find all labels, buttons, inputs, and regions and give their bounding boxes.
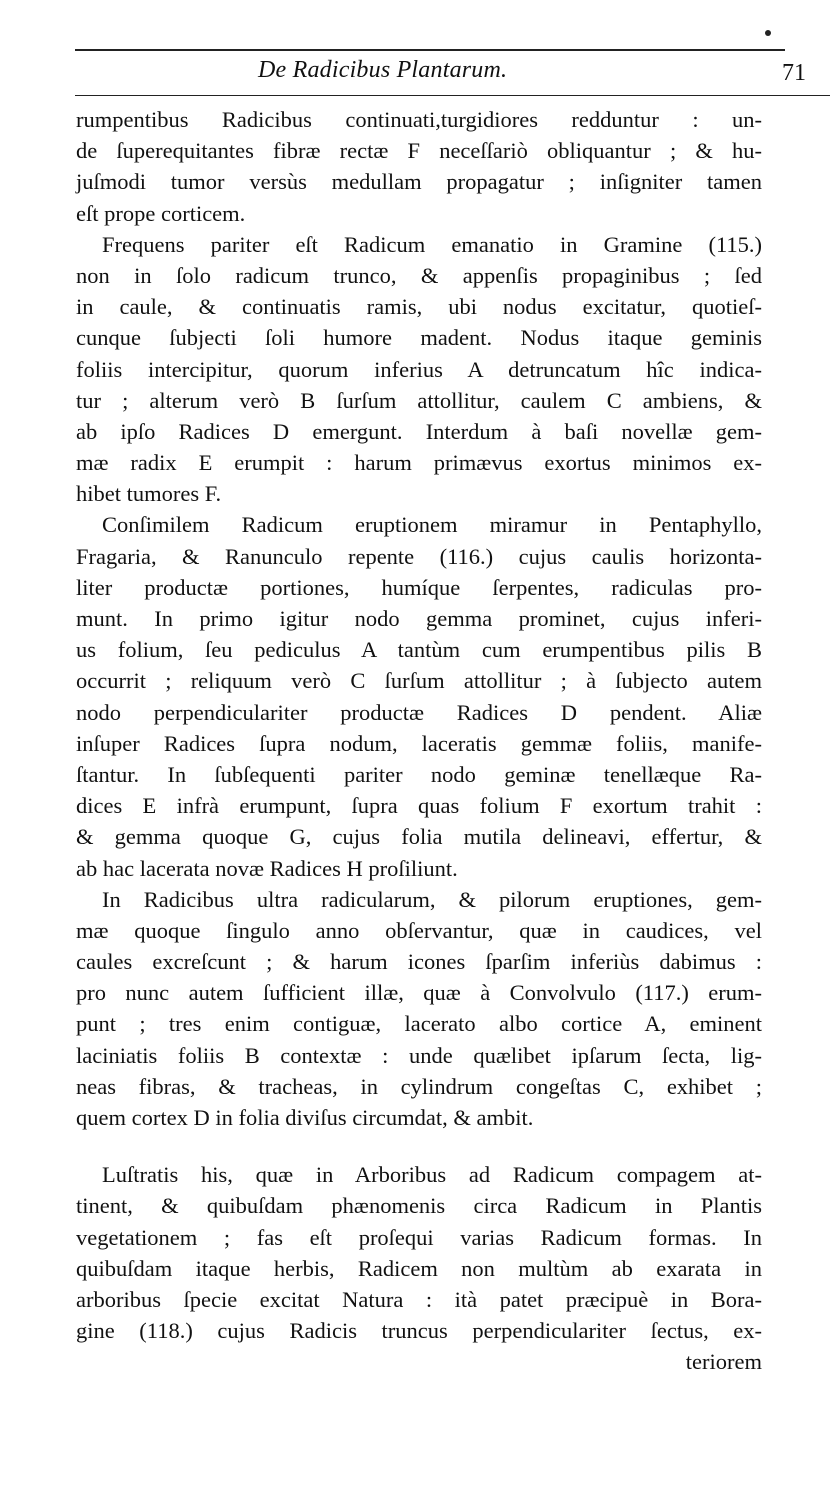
- text-line: non in ſolo radicum trunco, & appenſis propaginibus ; ſed: [76, 262, 762, 288]
- text-line: ſtantur. In ſubſequenti pariter nodo geminæ tenellæque Ra-: [76, 761, 762, 787]
- header-rule: [75, 95, 830, 96]
- ink-dot: [765, 30, 771, 36]
- text-line: vegetationem ; fas eſt proſequi varias Radicum formas. In: [76, 1224, 762, 1250]
- text-line: us folium, ſeu pediculus A tantùm cum erumpentibus pilis B: [76, 637, 762, 663]
- text-line: nodo perpendiculariter productæ Radices D pendent. Aliæ: [76, 699, 762, 725]
- top-rule: [75, 49, 785, 51]
- text-line: caules excreſcunt ; & harum icones ſparſim inferiùs dabimus :: [76, 949, 762, 975]
- text-line: Conſimilem Radicum eruptionem miramur in Pentaphyllo,: [102, 512, 762, 538]
- text-line: mæ quoque ſingulo anno obſervantur, quæ in caudices, vel: [76, 917, 762, 943]
- text-line: liter productæ portiones, humíque ſerpentes, radiculas pro-: [76, 574, 762, 600]
- text-line: mæ radix E erumpit : harum primævus exortus minimos ex-: [76, 450, 762, 476]
- text-line: ab hac lacerata novæ Radices H proſiliunt.: [76, 855, 458, 881]
- text-line: quem cortex D in folia diviſus circumdat, & ambit.: [76, 1105, 534, 1130]
- text-line: dices E infrà erumpunt, ſupra quas folium F exortum trahit :: [76, 793, 762, 819]
- page-number: 71: [782, 60, 806, 86]
- section-gap: [76, 1133, 762, 1159]
- text-line: cunque ſubjecti ſoli humore madent. Nodus itaque geminis: [76, 325, 762, 351]
- text-line: juſmodi tumor versùs medullam propagatur ; inſigniter tamen: [76, 169, 762, 195]
- text-line: neas fibras, & tracheas, in cylindrum congeſtas C, exhibet ;: [76, 1073, 762, 1099]
- text-line: eſt prope corticem.: [76, 200, 246, 226]
- text-line: rumpentibus Radicibus continuati,turgidiores redduntur : un-: [76, 107, 762, 132]
- text-line: arboribus ſpecie excitat Natura : ità patet præcipuè in Bora-: [76, 1286, 762, 1312]
- text-line: punt ; tres enim contiguæ, lacerato albo cortice A, eminent: [76, 1011, 762, 1037]
- text-line: tinent, & quibuſdam phænomenis circa Radicum in Plantis: [76, 1193, 762, 1219]
- text-line: occurrit ; reliquum verò C ſurſum attollitur ; à ſubjecto autem: [76, 668, 762, 694]
- text-line: Frequens pariter eſt Radicum emanatio in Gramine (115.): [102, 231, 762, 257]
- text-line: gine (118.) cujus Radicis truncus perpendiculariter ſectus, ex-: [76, 1318, 762, 1344]
- text-line: In Radicibus ultra radicularum, & pilorum eruptiones, gem-: [102, 886, 762, 912]
- text-line: de ſuperequitantes fibræ rectæ F neceſſariò obliquantur ; & hu-: [76, 138, 762, 164]
- text-line: munt. In primo igitur nodo gemma prominet, cujus inferi-: [76, 606, 762, 631]
- running-title: De Radicibus Plantarum.: [258, 57, 508, 83]
- text-line: laciniatis foliis B contextæ : unde quælibet ipſarum ſecta, lig-: [76, 1042, 762, 1068]
- body-text: [76, 104, 762, 1378]
- text-line: quibuſdam itaque herbis, Radicem non multùm ab exarata in: [76, 1255, 762, 1281]
- text-line: tur ; alterum verò B ſurſum attollitur, caulem C ambiens, &: [76, 387, 762, 413]
- text-line: hibet tumores F.: [76, 481, 222, 507]
- text-line: ab ipſo Radices D emergunt. Interdum à baſi novellæ gem-: [76, 418, 762, 444]
- text-line: foliis intercipitur, quorum inferius A detruncatum hîc indica-: [76, 356, 762, 382]
- text-line: Fragaria, & Ranunculo repente (116.) cujus caulis horizonta-: [76, 543, 762, 569]
- text-line: inſuper Radices ſupra nodum, laceratis gemmæ foliis, manife-: [76, 730, 762, 756]
- catchword: teriorem: [685, 1349, 762, 1375]
- text-line: in caule, & continuatis ramis, ubi nodus excitatur, quotieſ-: [76, 294, 762, 320]
- text-line: pro nunc autem ſufficient illæ, quæ à Convolvulo (117.) erum-: [76, 980, 762, 1006]
- text-line: Luſtratis his, quæ in Arboribus ad Radicum compagem at-: [102, 1162, 762, 1188]
- text-line: & gemma quoque G, cujus folia mutila delineavi, effertur, &: [76, 824, 762, 850]
